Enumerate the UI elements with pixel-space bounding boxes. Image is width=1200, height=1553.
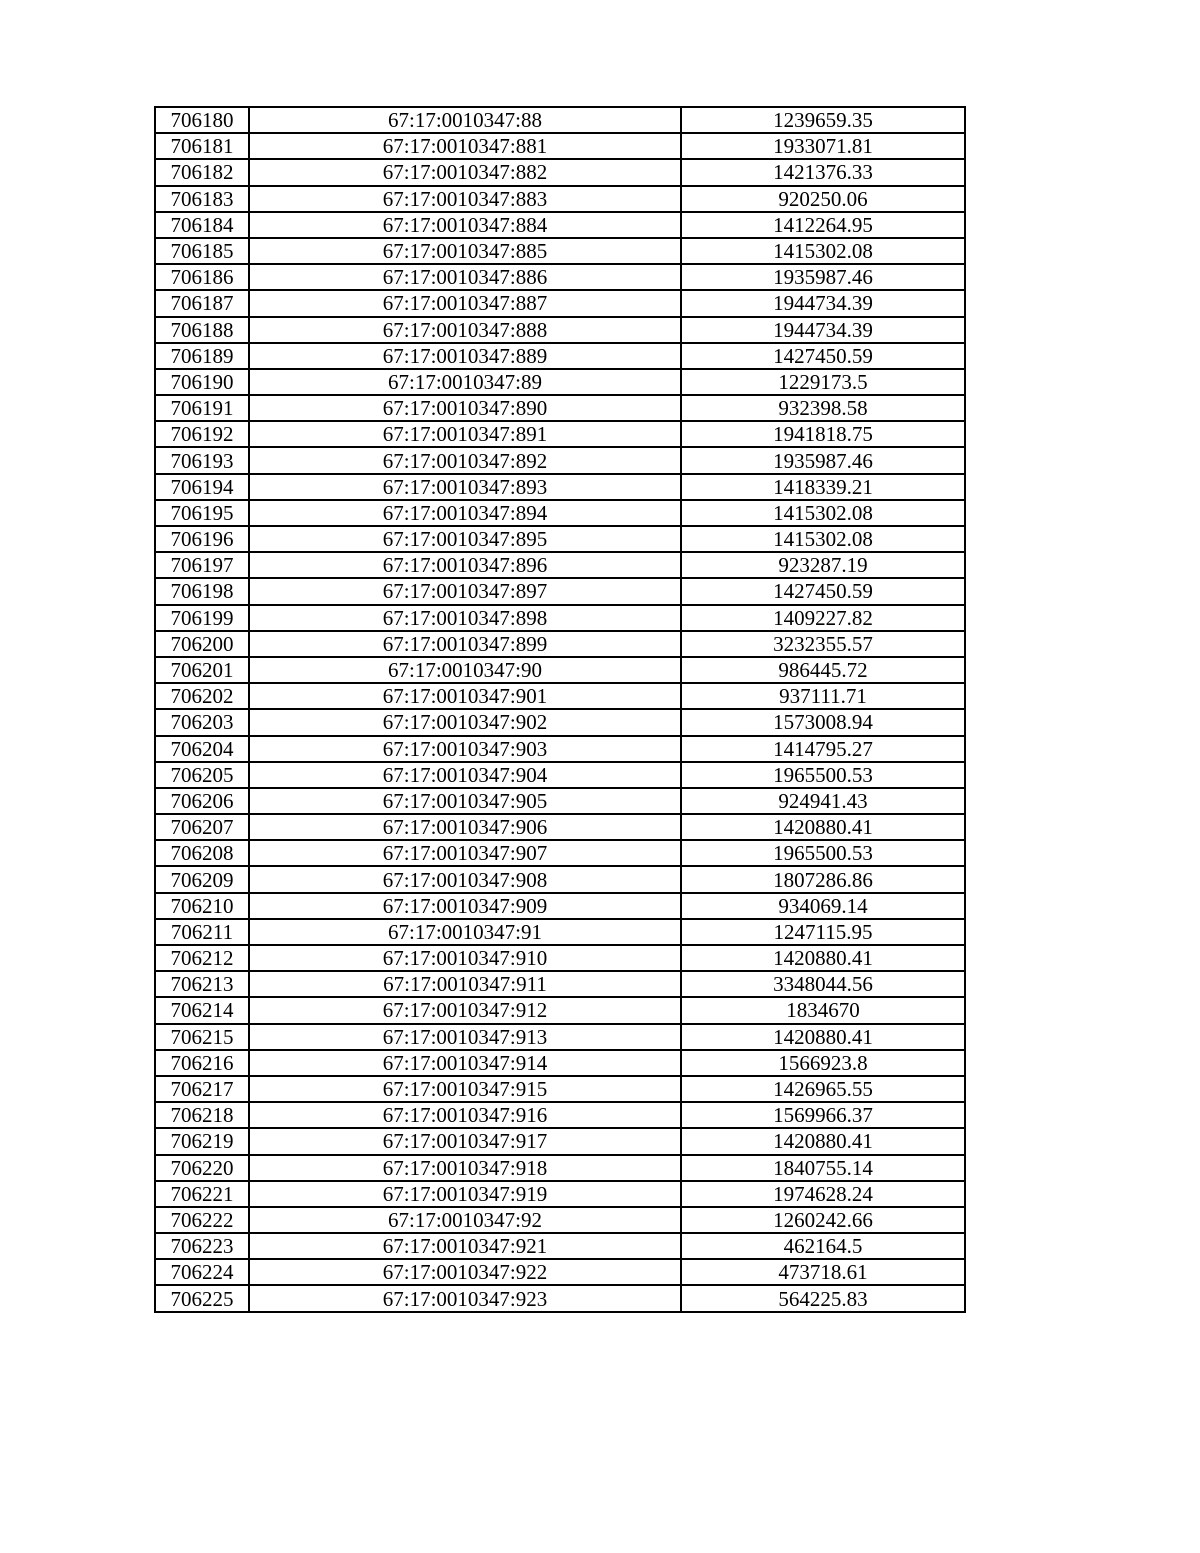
value-cell: 1965500.53 [681,840,965,866]
value-cell: 1415302.08 [681,500,965,526]
cadastral-number-cell: 67:17:0010347:884 [249,212,681,238]
row-number-cell: 706215 [155,1024,249,1050]
row-number-cell: 706206 [155,788,249,814]
row-number-cell: 706216 [155,1050,249,1076]
row-number-cell: 706210 [155,893,249,919]
table-row [155,447,965,473]
value-cell: 564225.83 [681,1285,965,1311]
row-number-cell: 706184 [155,212,249,238]
cadastral-number-cell: 67:17:0010347:917 [249,1128,681,1154]
value-cell: 986445.72 [681,657,965,683]
cadastral-number-cell: 67:17:0010347:898 [249,605,681,631]
cadastral-number-cell: 67:17:0010347:919 [249,1181,681,1207]
table-row [155,1181,965,1207]
value-cell: 1420880.41 [681,1024,965,1050]
cadastral-number-cell: 67:17:0010347:911 [249,971,681,997]
value-cell: 920250.06 [681,186,965,212]
value-cell: 1573008.94 [681,709,965,735]
cadastral-number-cell: 67:17:0010347:909 [249,893,681,919]
table-row [155,1128,965,1154]
value-cell: 473718.61 [681,1259,965,1285]
cadastral-number-cell: 67:17:0010347:905 [249,788,681,814]
row-number-cell: 706204 [155,736,249,762]
row-number-cell: 706208 [155,840,249,866]
cadastral-number-cell: 67:17:0010347:886 [249,264,681,290]
table-row [155,500,965,526]
value-cell: 1944734.39 [681,290,965,316]
table-row [155,788,965,814]
value-cell: 1427450.59 [681,578,965,604]
value-cell: 1807286.86 [681,866,965,892]
value-cell: 1974628.24 [681,1181,965,1207]
row-number-cell: 706196 [155,526,249,552]
value-cell: 1239659.35 [681,107,965,133]
cadastral-number-cell: 67:17:0010347:881 [249,133,681,159]
table-row [155,186,965,212]
table-row [155,945,965,971]
table-row [155,866,965,892]
row-number-cell: 706213 [155,971,249,997]
cadastral-number-cell: 67:17:0010347:889 [249,343,681,369]
cadastral-number-cell: 67:17:0010347:903 [249,736,681,762]
value-cell: 1569966.37 [681,1102,965,1128]
cadastral-value-table [154,106,966,1313]
row-number-cell: 706187 [155,290,249,316]
table-row [155,919,965,945]
value-cell: 1415302.08 [681,526,965,552]
row-number-cell: 706214 [155,997,249,1023]
value-cell: 1260242.66 [681,1207,965,1233]
cadastral-number-cell: 67:17:0010347:92 [249,1207,681,1233]
cadastral-number-cell: 67:17:0010347:890 [249,395,681,421]
value-cell: 1415302.08 [681,238,965,264]
row-number-cell: 706191 [155,395,249,421]
cadastral-number-cell: 67:17:0010347:907 [249,840,681,866]
value-cell: 1935987.46 [681,447,965,473]
cadastral-number-cell: 67:17:0010347:916 [249,1102,681,1128]
value-cell: 1933071.81 [681,133,965,159]
row-number-cell: 706202 [155,683,249,709]
value-cell: 1412264.95 [681,212,965,238]
cadastral-number-cell: 67:17:0010347:893 [249,474,681,500]
row-number-cell: 706207 [155,814,249,840]
table-row [155,526,965,552]
row-number-cell: 706194 [155,474,249,500]
row-number-cell: 706186 [155,264,249,290]
value-cell: 1229173.5 [681,369,965,395]
value-cell: 1421376.33 [681,159,965,185]
table-row [155,762,965,788]
table-row [155,840,965,866]
row-number-cell: 706218 [155,1102,249,1128]
row-number-cell: 706211 [155,919,249,945]
value-cell: 1566923.8 [681,1050,965,1076]
value-cell: 1426965.55 [681,1076,965,1102]
value-cell: 462164.5 [681,1233,965,1259]
row-number-cell: 706199 [155,605,249,631]
value-cell: 3232355.57 [681,631,965,657]
row-number-cell: 706190 [155,369,249,395]
table-row [155,631,965,657]
value-cell: 934069.14 [681,893,965,919]
table-row [155,264,965,290]
table-row [155,1050,965,1076]
table-row [155,159,965,185]
row-number-cell: 706193 [155,447,249,473]
table-row [155,290,965,316]
table-row [155,212,965,238]
table-row [155,1233,965,1259]
cadastral-number-cell: 67:17:0010347:897 [249,578,681,604]
value-cell: 3348044.56 [681,971,965,997]
value-cell: 1247115.95 [681,919,965,945]
row-number-cell: 706198 [155,578,249,604]
value-cell: 1935987.46 [681,264,965,290]
row-number-cell: 706209 [155,866,249,892]
row-number-cell: 706182 [155,159,249,185]
table-row [155,893,965,919]
cadastral-number-cell: 67:17:0010347:912 [249,997,681,1023]
cadastral-number-cell: 67:17:0010347:921 [249,1233,681,1259]
row-number-cell: 706205 [155,762,249,788]
row-number-cell: 706201 [155,657,249,683]
table-row [155,238,965,264]
cadastral-number-cell: 67:17:0010347:899 [249,631,681,657]
row-number-cell: 706225 [155,1285,249,1311]
cadastral-number-cell: 67:17:0010347:882 [249,159,681,185]
cadastral-number-cell: 67:17:0010347:891 [249,421,681,447]
cadastral-number-cell: 67:17:0010347:90 [249,657,681,683]
value-cell: 1418339.21 [681,474,965,500]
row-number-cell: 706180 [155,107,249,133]
table-row [155,605,965,631]
cadastral-number-cell: 67:17:0010347:913 [249,1024,681,1050]
row-number-cell: 706183 [155,186,249,212]
cadastral-number-cell: 67:17:0010347:923 [249,1285,681,1311]
row-number-cell: 706222 [155,1207,249,1233]
table-row [155,133,965,159]
row-number-cell: 706192 [155,421,249,447]
row-number-cell: 706188 [155,317,249,343]
cadastral-number-cell: 67:17:0010347:883 [249,186,681,212]
table-row [155,552,965,578]
value-cell: 1944734.39 [681,317,965,343]
row-number-cell: 706220 [155,1155,249,1181]
cadastral-number-cell: 67:17:0010347:914 [249,1050,681,1076]
table-row [155,709,965,735]
cadastral-number-cell: 67:17:0010347:892 [249,447,681,473]
cadastral-number-cell: 67:17:0010347:887 [249,290,681,316]
table-row [155,1259,965,1285]
cadastral-number-cell: 67:17:0010347:91 [249,919,681,945]
row-number-cell: 706224 [155,1259,249,1285]
cadastral-number-cell: 67:17:0010347:894 [249,500,681,526]
table-row [155,578,965,604]
table-row [155,1285,965,1311]
table-row [155,369,965,395]
value-cell: 1834670 [681,997,965,1023]
cadastral-number-cell: 67:17:0010347:89 [249,369,681,395]
value-cell: 932398.58 [681,395,965,421]
row-number-cell: 706223 [155,1233,249,1259]
row-number-cell: 706217 [155,1076,249,1102]
cadastral-number-cell: 67:17:0010347:88 [249,107,681,133]
table-row [155,683,965,709]
table-row [155,317,965,343]
table-row [155,421,965,447]
value-cell: 923287.19 [681,552,965,578]
table-body [155,107,965,1312]
cadastral-number-cell: 67:17:0010347:908 [249,866,681,892]
row-number-cell: 706185 [155,238,249,264]
row-number-cell: 706189 [155,343,249,369]
cadastral-number-cell: 67:17:0010347:918 [249,1155,681,1181]
cadastral-number-cell: 67:17:0010347:896 [249,552,681,578]
table-row [155,474,965,500]
value-cell: 1420880.41 [681,814,965,840]
value-cell: 1420880.41 [681,1128,965,1154]
cadastral-number-cell: 67:17:0010347:904 [249,762,681,788]
row-number-cell: 706197 [155,552,249,578]
value-cell: 924941.43 [681,788,965,814]
cadastral-number-cell: 67:17:0010347:895 [249,526,681,552]
value-cell: 1420880.41 [681,945,965,971]
row-number-cell: 706195 [155,500,249,526]
cadastral-number-cell: 67:17:0010347:888 [249,317,681,343]
cadastral-number-cell: 67:17:0010347:885 [249,238,681,264]
value-cell: 937111.71 [681,683,965,709]
table-row [155,736,965,762]
value-cell: 1840755.14 [681,1155,965,1181]
value-cell: 1427450.59 [681,343,965,369]
table-row [155,1102,965,1128]
row-number-cell: 706203 [155,709,249,735]
cadastral-number-cell: 67:17:0010347:922 [249,1259,681,1285]
row-number-cell: 706221 [155,1181,249,1207]
table-row [155,1024,965,1050]
cadastral-number-cell: 67:17:0010347:901 [249,683,681,709]
table-row [155,971,965,997]
value-cell: 1965500.53 [681,762,965,788]
value-cell: 1409227.82 [681,605,965,631]
table-row [155,107,965,133]
row-number-cell: 706200 [155,631,249,657]
table-row [155,395,965,421]
value-cell: 1941818.75 [681,421,965,447]
table-row [155,343,965,369]
cadastral-number-cell: 67:17:0010347:906 [249,814,681,840]
table-row [155,997,965,1023]
value-cell: 1414795.27 [681,736,965,762]
row-number-cell: 706181 [155,133,249,159]
cadastral-number-cell: 67:17:0010347:915 [249,1076,681,1102]
cadastral-number-cell: 67:17:0010347:902 [249,709,681,735]
table-row [155,1207,965,1233]
row-number-cell: 706219 [155,1128,249,1154]
table-row [155,1076,965,1102]
cadastral-number-cell: 67:17:0010347:910 [249,945,681,971]
row-number-cell: 706212 [155,945,249,971]
table-row [155,657,965,683]
table-row [155,814,965,840]
table-row [155,1155,965,1181]
